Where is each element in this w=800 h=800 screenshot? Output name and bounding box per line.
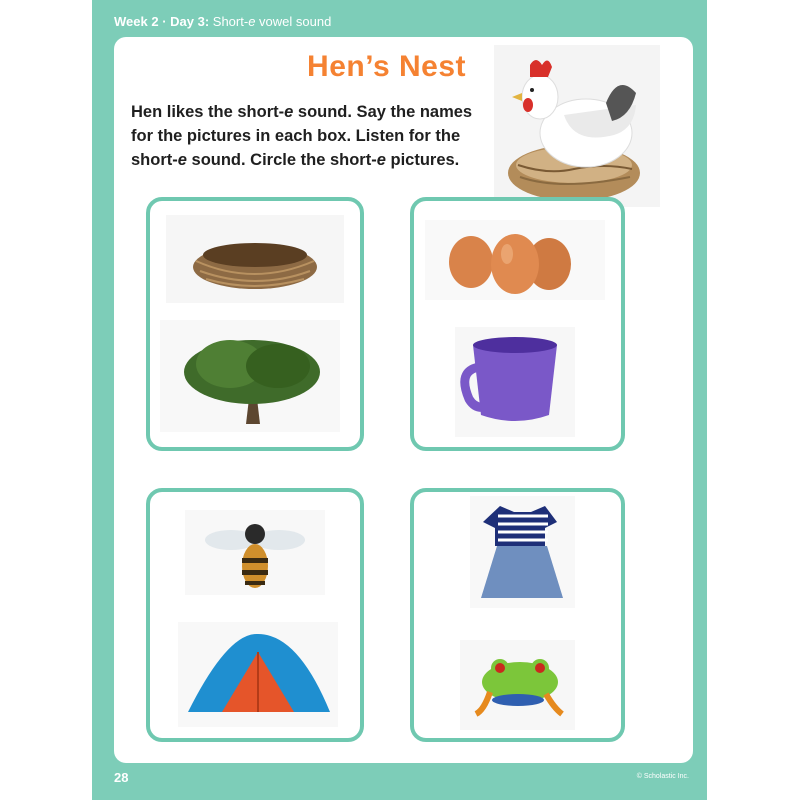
instr-e-3: e bbox=[376, 151, 386, 169]
nest-image[interactable] bbox=[166, 215, 344, 303]
topic-suffix: vowel sound bbox=[255, 14, 332, 29]
topic-letter: e bbox=[248, 14, 256, 29]
page-number: 28 bbox=[114, 770, 129, 785]
page-title: Hen’s Nest bbox=[307, 50, 466, 83]
hen-nest-image bbox=[494, 45, 660, 207]
topic-prefix: Short- bbox=[209, 14, 249, 29]
separator: · bbox=[158, 14, 171, 29]
instr-part-2: sound. Say the names for the pictures in each box. Listen for the short- bbox=[131, 103, 473, 169]
dress-image[interactable] bbox=[470, 496, 575, 608]
tent-image[interactable] bbox=[178, 622, 338, 727]
instr-e-1: e bbox=[284, 103, 294, 121]
eggs-image[interactable] bbox=[425, 220, 605, 300]
instr-part-3: sound. Circle the short- bbox=[186, 151, 377, 169]
bee-image[interactable] bbox=[185, 510, 325, 595]
day-label: Day 3: bbox=[170, 14, 210, 29]
lesson-header bbox=[114, 14, 331, 29]
week-label: Week 2 bbox=[114, 14, 159, 29]
tree-image[interactable] bbox=[160, 320, 340, 432]
copyright: © Scholastic Inc. bbox=[636, 773, 689, 780]
instr-part-1: Hen likes the short- bbox=[131, 103, 285, 121]
cup-image[interactable] bbox=[455, 327, 575, 437]
instructions bbox=[131, 100, 491, 172]
instr-e-2: e bbox=[177, 151, 187, 169]
instr-part-4: pictures. bbox=[385, 151, 460, 169]
frog-image[interactable] bbox=[460, 640, 575, 730]
